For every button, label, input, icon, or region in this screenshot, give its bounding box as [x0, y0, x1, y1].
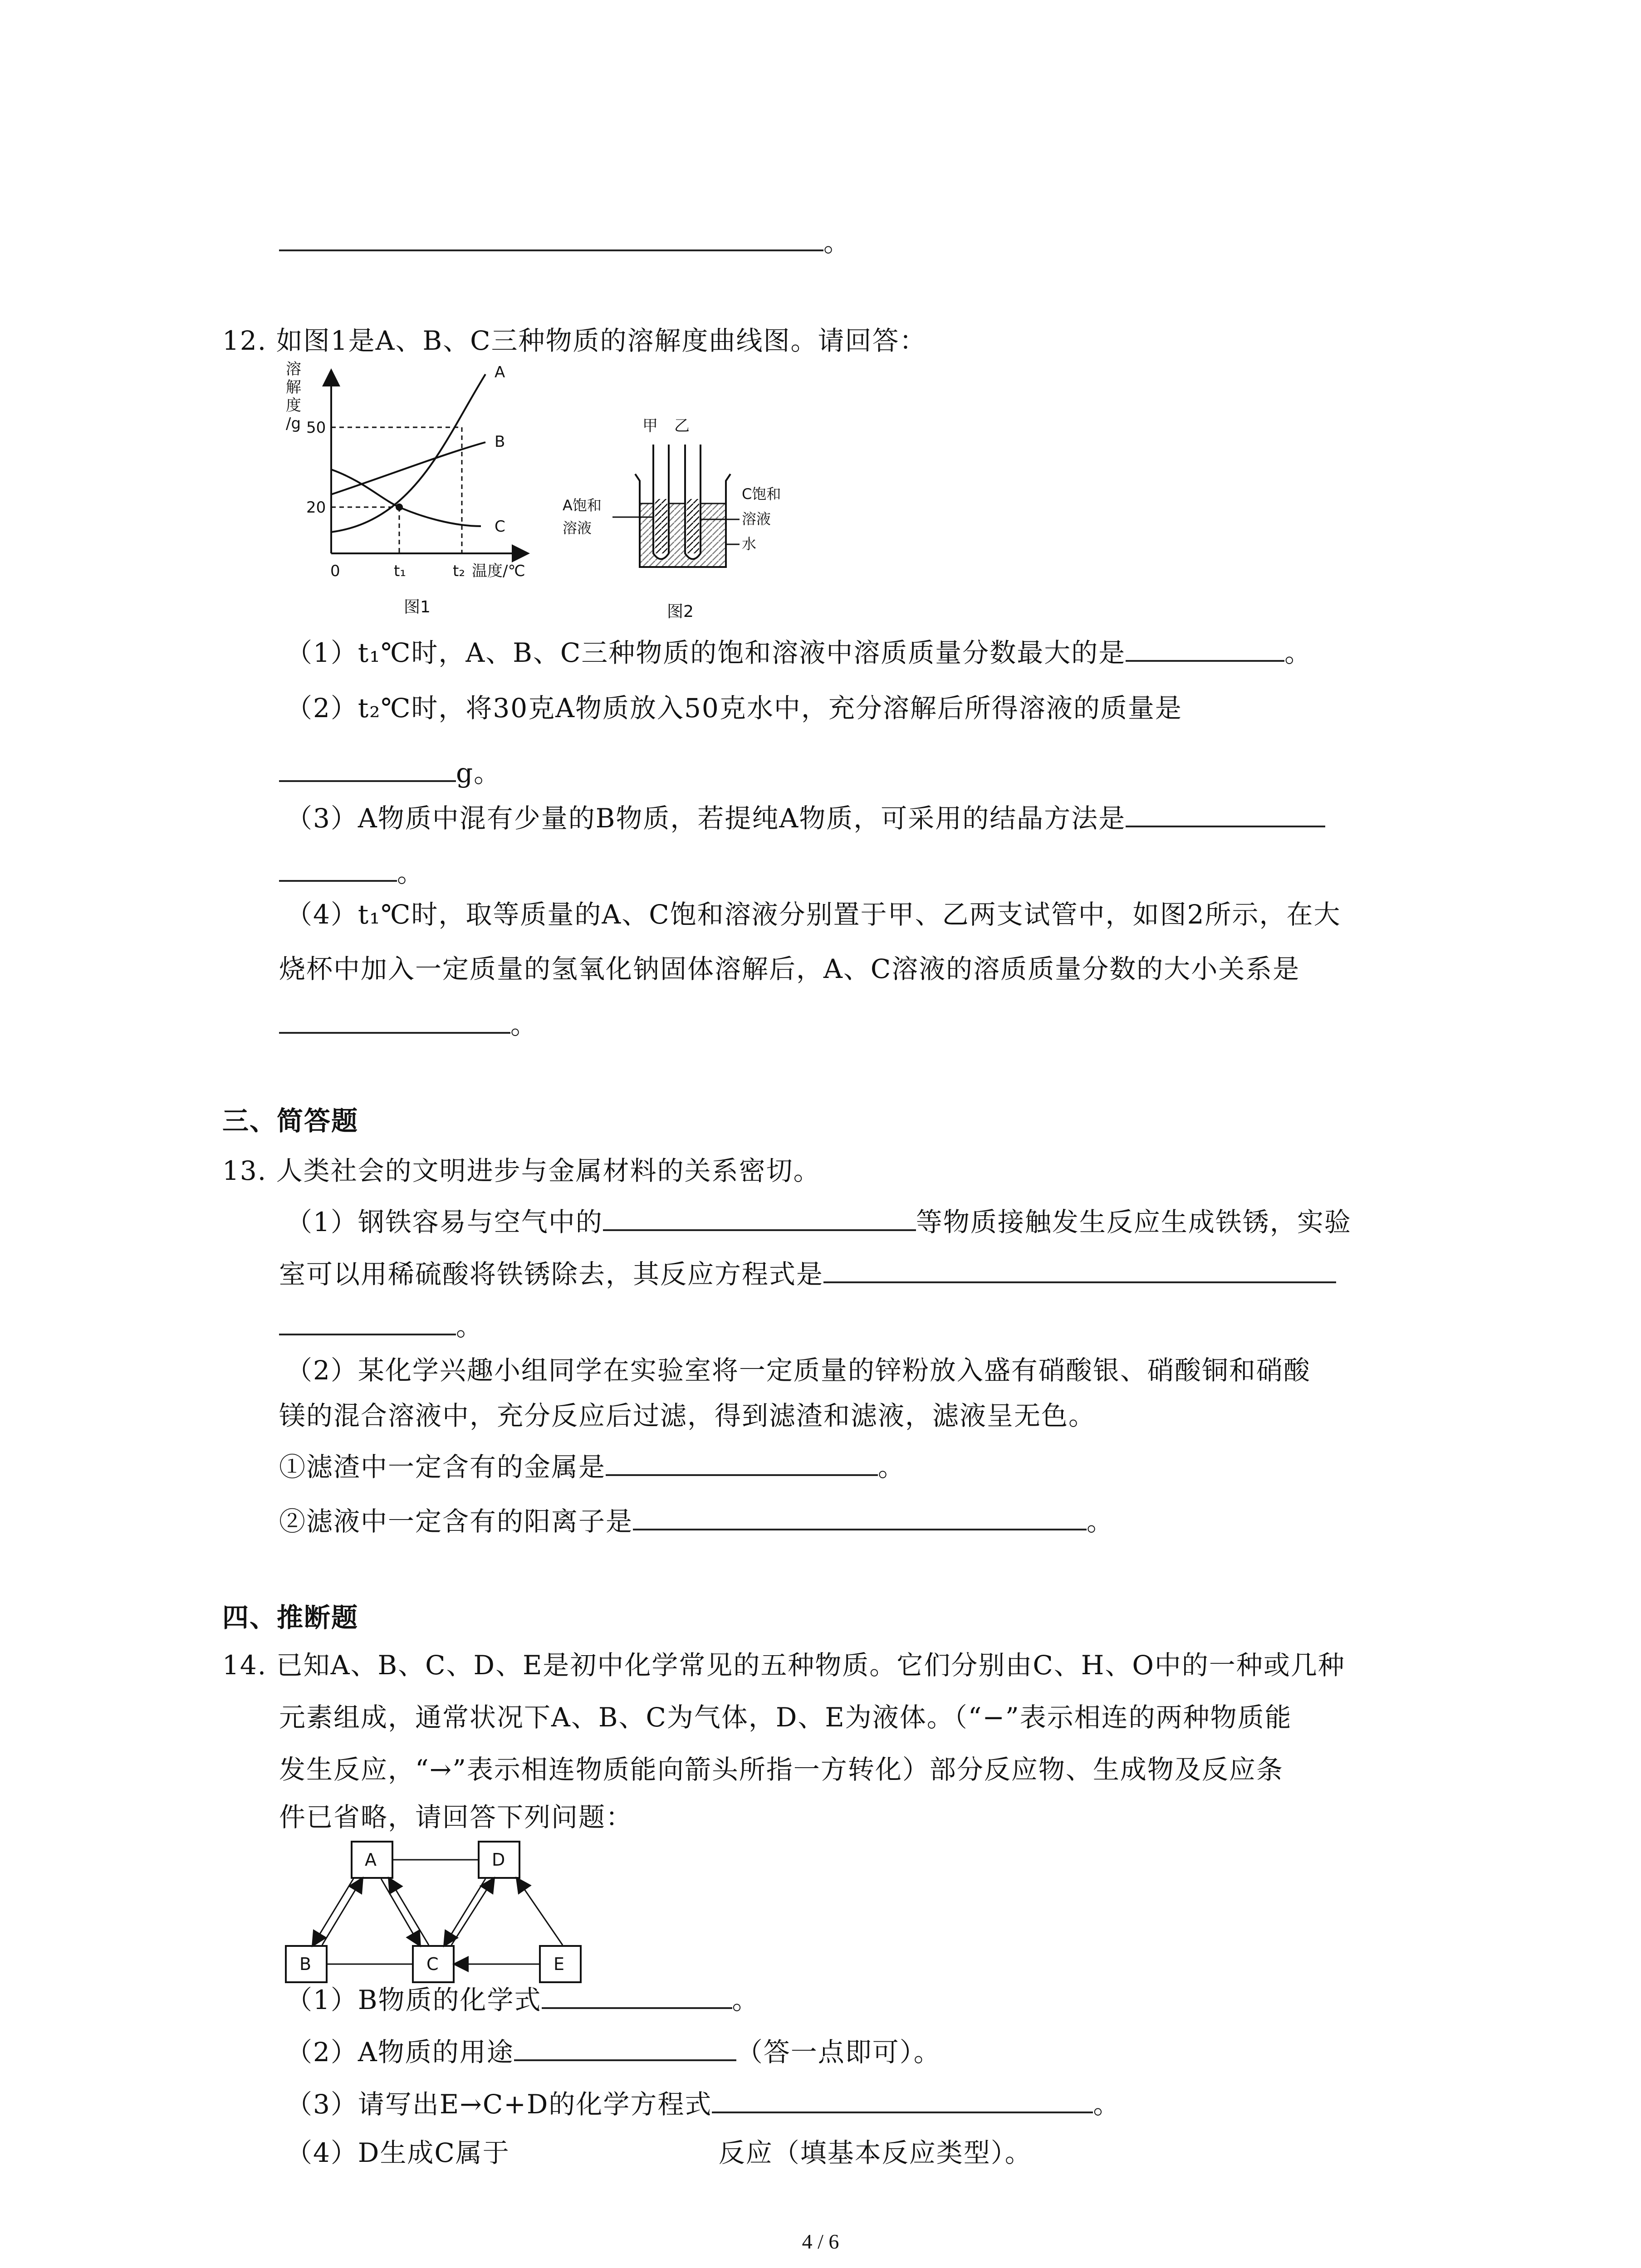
svg-text:度: 度 [286, 396, 301, 415]
svg-text:D: D [492, 1850, 505, 1870]
q14-part2: （2）A物质的用途 （答一点即可）。 [286, 2032, 941, 2071]
q12-part4-line2: 烧杯中加入一定质量的氢氧化钠固体溶解后，A、C溶液的溶质质量分数的大小关系是 [279, 953, 1300, 984]
answer-blank[interactable] [279, 1306, 456, 1335]
answer-blank[interactable] [1126, 633, 1284, 662]
svg-text:t₁: t₁ [394, 562, 406, 580]
figure-1-solubility-chart [272, 354, 554, 635]
q13-part1-line1: （1）钢铁容易与空气中的 等物质接触发生反应生成铁锈，实验 [286, 1202, 1352, 1241]
section-4-heading: 四、推断题 [222, 1602, 359, 1633]
svg-text:温度/℃: 温度/℃ [472, 562, 525, 580]
answer-blank[interactable] [514, 2032, 736, 2061]
svg-text:甲: 甲 [642, 417, 658, 435]
q12-part2: （2）t₂℃时，将30克A物质放入50克水中，充分溶解后所得溶液的质量是 [286, 693, 1182, 723]
q12-part2-answer: g。 [279, 753, 501, 792]
q13-stem: 13. 人类社会的文明进步与金属材料的关系密切。 [222, 1155, 821, 1186]
inference-diagram [272, 1833, 617, 1996]
q14-line3: 发生反应，“→”表示相连物质能向箭头所指一方转化）部分反应物、生成物及反应条 [279, 1754, 1283, 1785]
answer-blank[interactable] [279, 853, 397, 882]
q14-line2: 元素组成，通常状况下A、B、C为气体，D、E为液体。（“−”表示相连的两种物质能 [279, 1702, 1292, 1733]
q13-part2-line2: 镁的混合溶液中，充分反应后过滤，得到滤渣和滤液，滤液呈无色。 [279, 1400, 1096, 1431]
prev-answer-line: 。 [279, 222, 851, 261]
svg-text:图2: 图2 [667, 602, 694, 621]
figure-2-beaker-diagram [554, 408, 826, 635]
answer-blank[interactable] [279, 753, 456, 782]
q13-sub1: ①滤渣中一定含有的金属是 。 [279, 1447, 905, 1486]
curve-c [331, 469, 481, 526]
section-3-heading: 三、简答题 [222, 1105, 359, 1136]
svg-text:B: B [495, 433, 505, 451]
q12-part1: （1）t₁℃时，A、B、C三种物质的饱和溶液中溶质质量分数最大的是 。 [286, 633, 1312, 671]
answer-blank[interactable] [606, 1447, 878, 1476]
svg-text:0: 0 [330, 562, 340, 580]
svg-text:乙: 乙 [674, 417, 690, 435]
q12-stem: 12. 如图1是A、B、C三种物质的溶解度曲线图。请回答： [222, 325, 927, 356]
svg-text:C: C [426, 1954, 439, 1974]
svg-text:/g: /g [286, 415, 301, 433]
svg-text:C饱和: C饱和 [742, 485, 781, 503]
svg-text:20: 20 [306, 499, 326, 517]
q13-sub2: ②滤液中一定含有的阳离子是 。 [279, 1501, 1114, 1540]
svg-text:解: 解 [286, 378, 301, 396]
q14-part3: （3）请写出E→C+D的化学方程式 。 [286, 2084, 1120, 2123]
q12-part3: （3）A物质中混有少量的B物质，若提纯A物质，可采用的结晶方法是 [286, 798, 1325, 837]
q13-part1-answer: 。 [279, 1306, 483, 1345]
answer-blank[interactable] [712, 2084, 1093, 2113]
svg-text:C: C [495, 518, 505, 536]
answer-blank[interactable] [279, 1005, 510, 1034]
q12-part4-line1: （4）t₁℃时，取等质量的A、C饱和溶液分别置于甲、乙两支试管中，如图2所示，在大 [286, 899, 1341, 930]
q13-part2-line1: （2）某化学兴趣小组同学在实验室将一定质量的锌粉放入盛有硝酸银、硝酸铜和硝酸 [286, 1355, 1311, 1386]
answer-blank[interactable] [1126, 798, 1325, 827]
svg-text:溶液: 溶液 [742, 510, 771, 528]
svg-text:50: 50 [306, 419, 326, 437]
q12-part4-answer: 。 [279, 1005, 538, 1043]
q14-line1: 14. 已知A、B、C、D、E是初中化学常见的五种物质。它们分别由C、H、O中的一种或几种 [222, 1650, 1345, 1681]
svg-text:E: E [554, 1954, 565, 1974]
svg-text:水: 水 [742, 535, 757, 552]
q12-part3-answer: 。 [279, 853, 424, 891]
svg-text:A: A [365, 1850, 377, 1870]
q13-part1-line2: 室可以用稀硫酸将铁锈除去，其反应方程式是 [279, 1254, 1336, 1293]
q14-part1: （1）B物质的化学式 。 [286, 1980, 759, 2019]
q14-line4: 件已省略，请回答下列问题： [279, 1802, 633, 1833]
svg-text:A: A [495, 363, 505, 381]
y-axis-label: 溶 [286, 360, 301, 378]
q14-part4: （4）D生成C属于 反应（填基本反应类型）。 [286, 2137, 1032, 2168]
svg-text:图1: 图1 [404, 598, 431, 616]
svg-text:A饱和: A饱和 [563, 497, 602, 514]
answer-blank[interactable] [279, 222, 823, 251]
svg-text:t₂: t₂ [453, 562, 465, 580]
answer-blank[interactable] [603, 1202, 916, 1231]
answer-blank[interactable] [542, 1980, 732, 2009]
intersection-point [396, 503, 403, 511]
answer-blank[interactable] [633, 1501, 1087, 1530]
answer-blank[interactable] [823, 1254, 1336, 1283]
svg-text:B: B [299, 1954, 312, 1974]
page-number: 4 / 6 [802, 2230, 839, 2253]
svg-text:溶液: 溶液 [563, 519, 592, 537]
